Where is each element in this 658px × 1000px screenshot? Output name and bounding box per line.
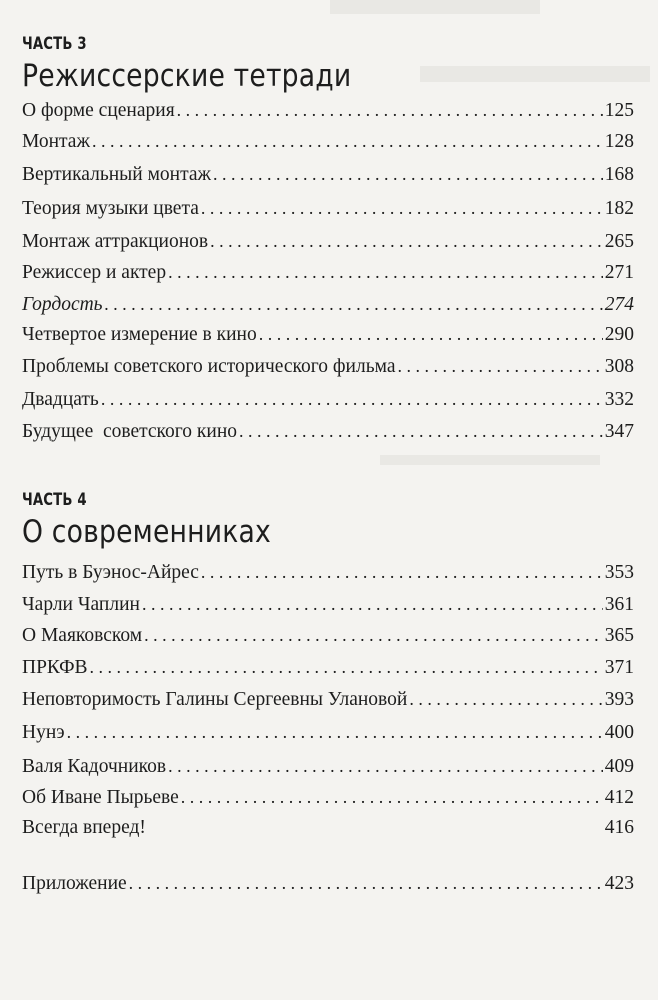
bleed-through-mark (380, 455, 600, 465)
entry-title: ПРКФВ (22, 657, 88, 678)
leader-dots (168, 262, 603, 283)
entry-page: 332 (604, 389, 634, 410)
leader-dots (213, 164, 603, 185)
entry-page: 393 (604, 689, 634, 710)
toc-entry[interactable] (22, 722, 634, 744)
entry-page: 125 (604, 100, 634, 121)
entry-page: 416 (604, 817, 634, 838)
entry-page: 353 (604, 562, 634, 583)
entry-title: Четвертое измерение в кино (22, 324, 257, 345)
toc-entry[interactable] (22, 657, 634, 679)
toc-entry[interactable] (22, 262, 634, 284)
part-4-label: ЧАСТЬ 4 (22, 490, 87, 510)
entry-page: 423 (604, 873, 634, 894)
bleed-through-mark (330, 0, 540, 14)
entry-page: 347 (604, 421, 634, 442)
leader-dots (92, 131, 603, 152)
part-3-label: ЧАСТЬ 3 (22, 34, 87, 54)
toc-entry[interactable] (22, 164, 634, 186)
leader-dots (201, 198, 603, 219)
entry-page: 400 (604, 722, 634, 743)
toc-entry[interactable] (22, 356, 634, 378)
entry-title: Нунэ (22, 722, 65, 743)
toc-entry[interactable] (22, 787, 634, 809)
toc-entry[interactable] (22, 231, 634, 253)
leader-dots (409, 689, 602, 710)
leader-dots (90, 657, 603, 678)
entry-title: Гордость (22, 294, 103, 315)
entry-page: 271 (604, 262, 634, 283)
toc-entry[interactable] (22, 756, 634, 778)
toc-entry[interactable] (22, 389, 634, 411)
entry-page: 128 (604, 131, 634, 152)
toc-entry[interactable] (22, 594, 634, 616)
leader-dots (67, 722, 603, 743)
entry-title: О форме сценария (22, 100, 175, 121)
toc-entry[interactable] (22, 817, 634, 839)
entry-title: Чарли Чаплин (22, 594, 140, 615)
entry-page: 274 (604, 294, 634, 315)
leader-dots (177, 100, 603, 121)
entry-title: Вертикальный монтаж (22, 164, 212, 185)
toc-entry[interactable] (22, 198, 634, 220)
entry-title: Об Иване Пырьеве (22, 787, 179, 808)
entry-title: Монтаж аттракционов (22, 231, 209, 252)
entry-title: Валя Кадочников (22, 756, 167, 777)
entry-title: Неповторимость Галины Сергеевны Улановой (22, 689, 408, 710)
toc-entry[interactable] (22, 100, 634, 122)
part-3-title: Режиссерские тетради (22, 58, 352, 94)
toc-entry[interactable] (22, 421, 634, 443)
entry-page: 361 (604, 594, 634, 615)
leader-dots (201, 562, 603, 583)
leader-dots (101, 389, 603, 410)
leader-dots (144, 625, 603, 646)
entry-page: 371 (604, 657, 634, 678)
entry-title: Двадцать (22, 389, 99, 410)
toc-entry[interactable] (22, 562, 634, 584)
entry-page: 265 (604, 231, 634, 252)
entry-page: 290 (604, 324, 634, 345)
bleed-through-mark (420, 66, 650, 82)
toc-entry-appendix[interactable] (22, 873, 634, 895)
toc-entry[interactable] (22, 131, 634, 153)
entry-title: Монтаж (22, 131, 90, 152)
leader-dots (210, 231, 603, 252)
leader-dots (168, 756, 603, 777)
entry-title: Режиссер и актер (22, 262, 167, 283)
entry-page: 365 (604, 625, 634, 646)
entry-title: Проблемы советского исторического фильма (22, 356, 396, 377)
leader-dots (397, 356, 602, 377)
toc-entry[interactable] (22, 324, 634, 346)
entry-title: Приложение (22, 873, 127, 894)
entry-page: 168 (604, 164, 634, 185)
entry-title: Будущее советского кино (22, 421, 238, 442)
entry-page: 409 (604, 756, 634, 777)
entry-title: Теория музыки цвета (22, 198, 199, 219)
entry-title: Путь в Буэнос-Айрес (22, 562, 199, 583)
toc-entry[interactable] (22, 294, 634, 316)
toc-entry[interactable] (22, 689, 634, 711)
toc-entry[interactable] (22, 625, 634, 647)
leader-dots (129, 873, 603, 894)
leader-dots (239, 421, 603, 442)
leader-dots (259, 324, 603, 345)
entry-page: 308 (604, 356, 634, 377)
entry-page: 412 (604, 787, 634, 808)
leader-dots (105, 294, 603, 315)
entry-title: О Маяковском (22, 625, 143, 646)
leader-dots (142, 594, 603, 615)
part-4-title: О современниках (22, 514, 271, 550)
leader-dots (181, 787, 603, 808)
entry-page: 182 (604, 198, 634, 219)
entry-title: Всегда вперед! (22, 817, 146, 838)
